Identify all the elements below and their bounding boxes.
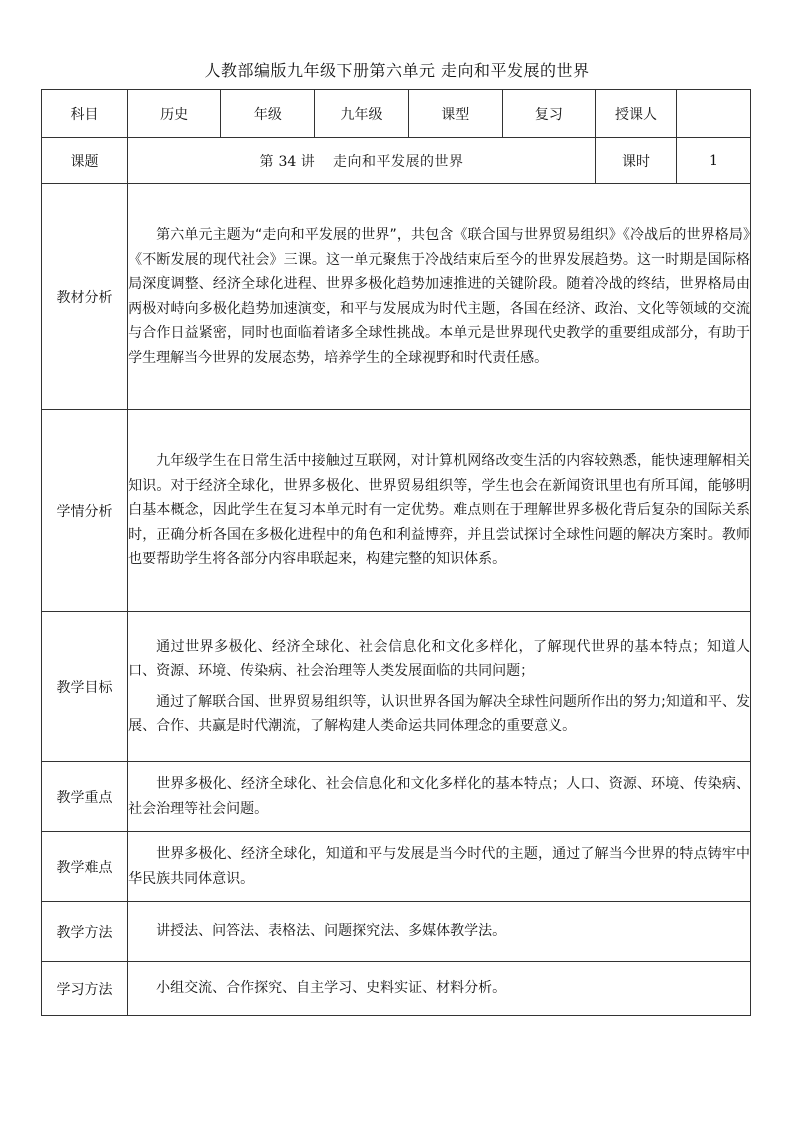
document-title: 人教部编版九年级下册第六单元 走向和平发展的世界 xyxy=(204,61,590,80)
teaching-goals-paragraph-1: 通过世界多极化、经济全球化、社会信息化和文化多样化，了解现代世界的基本特点；知道人口、资源、环境、传染病、社会治理等人类发展面临的共同问题； xyxy=(128,638,750,679)
material-analysis-paragraph: 第六单元主题为“走向和平发展的世界”，共包含《联合国与世界贸易组织》《冷战后的世界格局》《不断发展的现代社会》三课。这一单元聚焦于冷战结束后至今的世界发展趋势。这一时期是国际格局深度调整、经济全球化进程、世界多极化趋势加速推进的关键阶段。随着冷战的终结，世界格局由两极对峙向多极化趋势加速演变，和平与发展成为时代主题，各国在经济、政治、文化等领域的交流与合作日益紧密，同时也面临着诸多全球性挑战。本单元是世界现代史教学的重要组成部分，有助于学生理解当今世界的发展态势，培养学生的全球视野和时代责任感。 xyxy=(128,227,750,366)
lesson-suffix: 讲 xyxy=(300,153,316,170)
difficult-points-content xyxy=(128,832,751,902)
difficult-points-row xyxy=(42,832,751,902)
lesson-title: 走向和平发展的世界 xyxy=(333,153,464,170)
course-type-value: 复习 xyxy=(502,90,595,138)
key-points-paragraph: 世界多极化、经济全球化、社会信息化和文化多样化的基本特点；人口、资源、环境、传染病、社会治理等社会问题。 xyxy=(128,776,750,817)
period-label: 课时 xyxy=(595,138,676,184)
teaching-goals-label: 教学目标 xyxy=(42,612,128,762)
period-value: 1 xyxy=(676,138,750,184)
subject-label: 科目 xyxy=(42,90,128,138)
key-points-row xyxy=(42,762,751,832)
learning-methods-paragraph: 小组交流、合作探究、自主学习、史料实证、材料分析。 xyxy=(156,980,507,997)
lesson-number: 34 xyxy=(278,153,297,170)
material-analysis-label: 教材分析 xyxy=(42,184,128,410)
lesson-plan-table xyxy=(41,89,751,1016)
lesson-prefix: 第 xyxy=(259,153,274,170)
teaching-goals-content xyxy=(128,612,751,762)
student-analysis-content xyxy=(128,410,751,612)
lesson-title-cell xyxy=(128,138,596,184)
difficult-points-label: 教学难点 xyxy=(42,832,128,902)
teaching-goals-paragraph-2: 通过了解联合国、世界贸易组织等，认识世界各国为解决全球性问题所作出的努力;知道和平、发展、合作、共赢是时代潮流，了解构建人类命运共同体理念的重要意义。 xyxy=(128,693,750,734)
course-type-label: 课型 xyxy=(408,90,502,138)
teaching-goals-row xyxy=(42,612,751,762)
material-analysis-row xyxy=(42,184,751,410)
key-points-label: 教学重点 xyxy=(42,762,128,832)
learning-methods-content xyxy=(128,962,751,1016)
teaching-methods-content xyxy=(128,902,751,962)
material-analysis-content xyxy=(128,184,751,410)
topic-label: 课题 xyxy=(42,138,128,184)
teaching-methods-row xyxy=(42,902,751,962)
teacher-value xyxy=(676,90,750,138)
key-points-content xyxy=(128,762,751,832)
subject-value: 历史 xyxy=(128,90,221,138)
learning-methods-label: 学习方法 xyxy=(42,962,128,1016)
difficult-points-paragraph: 世界多极化、经济全球化，知道和平与发展是当今时代的主题，通过了解当今世界的特点铸牢中华民族共同体意识。 xyxy=(128,846,750,887)
student-analysis-row xyxy=(42,410,751,612)
learning-methods-row xyxy=(42,962,751,1016)
grade-label: 年级 xyxy=(221,90,315,138)
student-analysis-label: 学情分析 xyxy=(42,410,128,612)
teaching-methods-paragraph: 讲授法、问答法、表格法、问题探究法、多媒体教学法。 xyxy=(156,923,507,940)
grade-value: 九年级 xyxy=(315,90,408,138)
student-analysis-paragraph: 九年级学生在日常生活中接触过互联网，对计算机网络改变生活的内容较熟悉，能快速理解相关知识。对于经济全球化，世界多极化、世界贸易组织等，学生也会在新闻资讯里也有所耳闻，能够明白基本概念，因此学生在复习本单元时有一定优势。难点则在于理解世界多极化背后复杂的国际关系时，正确分析各国在多极化进程中的角色和利益博弈，并且尝试探讨全球性问题的解决方案时。教师也要帮助学生将各部分内容串联起来，构建完整的知识体系。 xyxy=(128,453,750,568)
teacher-label: 授课人 xyxy=(595,90,676,138)
header-row xyxy=(42,90,751,138)
teaching-methods-label: 教学方法 xyxy=(42,902,128,962)
topic-row xyxy=(42,138,751,184)
